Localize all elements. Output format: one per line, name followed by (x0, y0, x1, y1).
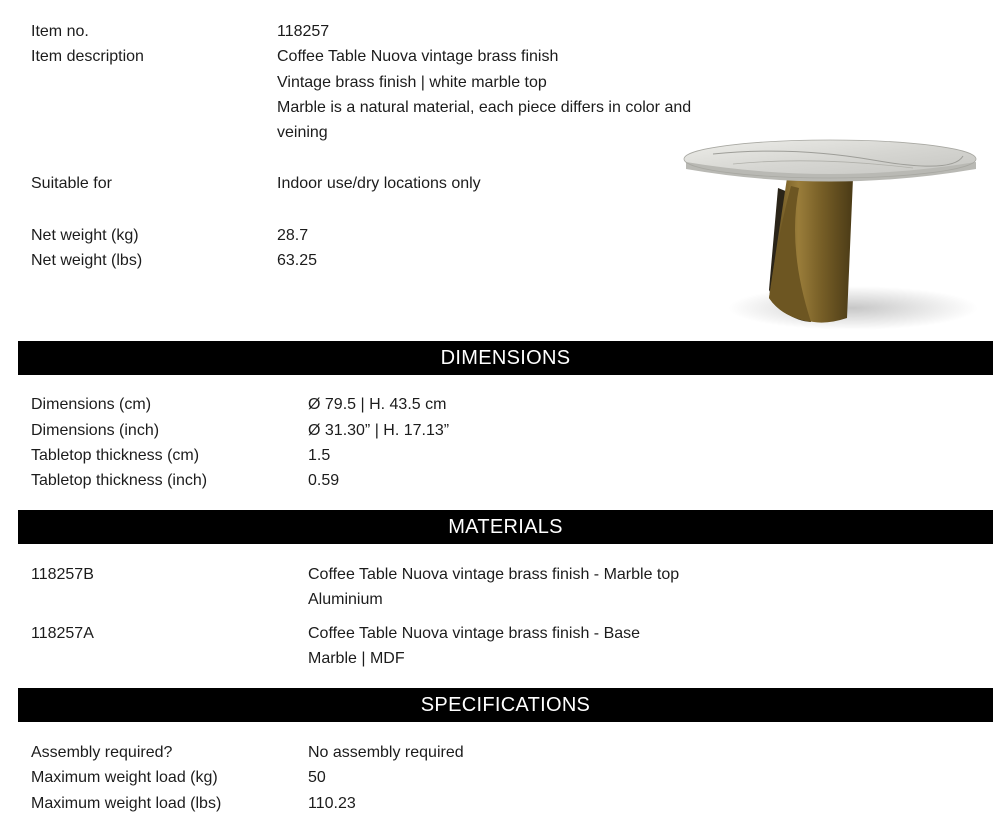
max-load-kg-label: Maximum weight load (kg) (31, 769, 218, 786)
product-image (683, 138, 979, 334)
max-load-lbs-value: 110.23 (308, 795, 356, 812)
max-load-lbs-label: Maximum weight load (lbs) (31, 795, 222, 812)
specifications-heading: SPECIFICATIONS (420, 693, 591, 716)
dimension-value-cm: Ø 79.5 | H. 43.5 cm (308, 396, 447, 413)
dimension-value-inch: Ø 31.30” | H. 17.13” (308, 422, 450, 439)
net-weight-kg-label: Net weight (kg) (31, 227, 139, 244)
assembly-label: Assembly required? (31, 744, 173, 761)
net-weight-kg-value: 28.7 (277, 227, 309, 244)
item-description-line-2: Vintage brass finish | white marble top (277, 74, 547, 91)
dimensions-heading: DIMENSIONS (440, 346, 571, 369)
dimension-label-cm: Dimensions (cm) (31, 396, 152, 413)
material-name-2: Coffee Table Nuova vintage brass finish - Base (308, 625, 641, 642)
materials-heading: MATERIALS (448, 515, 563, 538)
material-value-2: Marble | MDF (308, 650, 405, 667)
material-value-1: Aluminium (308, 591, 383, 608)
dimensions-header (18, 341, 993, 375)
suitable-for-value: Indoor use/dry locations only (277, 175, 481, 192)
item-description-line-1: Coffee Table Nuova vintage brass finish (277, 48, 559, 65)
net-weight-lbs-label: Net weight (lbs) (31, 252, 143, 269)
item-description-line-4: veining (277, 124, 328, 141)
tabletop-thickness-inch-value: 0.59 (308, 472, 340, 489)
specifications-header (18, 688, 993, 722)
materials-header (18, 510, 993, 544)
item-description-label: Item description (31, 48, 144, 65)
dimension-label-inch: Dimensions (inch) (31, 422, 160, 439)
item-description-line-3: Marble is a natural material, each piece differs in color and (277, 99, 692, 116)
material-name-1: Coffee Table Nuova vintage brass finish - Marble top (308, 566, 680, 583)
material-code-2: 118257A (31, 625, 94, 642)
assembly-value: No assembly required (308, 744, 464, 761)
tabletop-thickness-inch-label: Tabletop thickness (inch) (31, 472, 208, 489)
material-code-1: 118257B (31, 566, 94, 583)
max-load-kg-value: 50 (308, 769, 326, 786)
tabletop-thickness-cm-label: Tabletop thickness (cm) (31, 447, 200, 464)
item-no-label: Item no. (31, 23, 89, 40)
tabletop-thickness-cm-value: 1.5 (308, 447, 331, 464)
item-no-value: 118257 (277, 23, 330, 40)
suitable-for-label: Suitable for (31, 175, 112, 192)
net-weight-lbs-value: 63.25 (277, 252, 318, 269)
